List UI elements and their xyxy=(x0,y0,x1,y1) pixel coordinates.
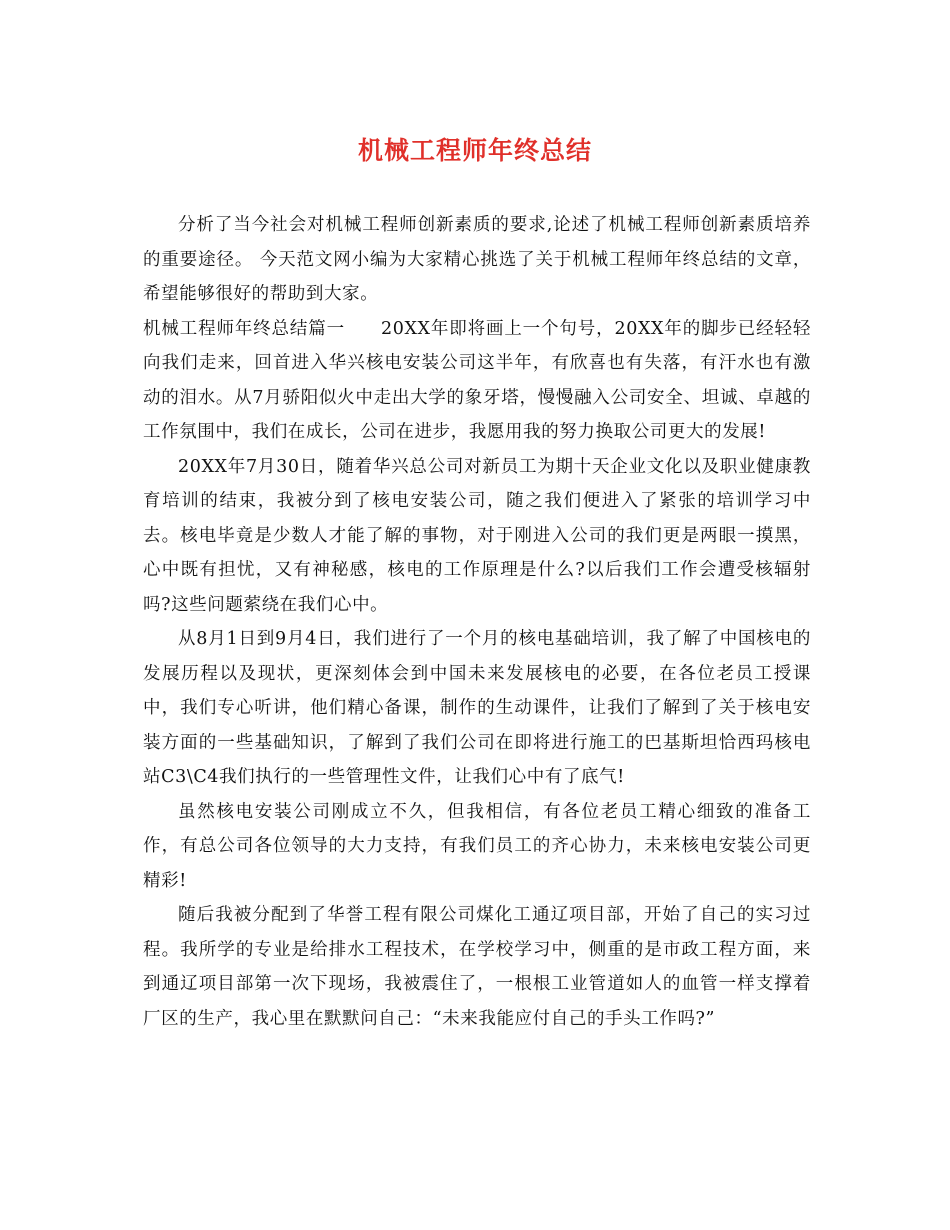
paragraph-training-start: 20XX年7月30日，随着华兴总公司对新员工为期十天企业文化以及职业健康教育培训的结束，我被分到了核电安装公司，随之我们便进入了紧张的培训学习中去。核电毕竟是少数人才能了解的事物，对于刚进入公司的我们更是两眼一摸黑，心中既有担忧，又有神秘感，核电的工作原理是什么?以后我们工作会遭受核辐射吗?这些问题萦绕在我们心中。 xyxy=(143,456,811,615)
document-title: 机械工程师年终总结 xyxy=(357,136,592,165)
document-body xyxy=(143,208,811,1036)
section-heading: 机械工程师年终总结篇一 xyxy=(143,318,346,339)
paragraph-article-one xyxy=(143,312,811,450)
paragraph-internship: 随后我被分配到了华誉工程有限公司煤化工通辽项目部，开始了自己的实习过程。我所学的专业是给排水工程技术，在学校学习中，侧重的是市政工程方面，来到通辽项目部第一次下现场，我被震住了，一根根工业管道如人的血管一样支撑着厂区的生产，我心里在默默问自己：“未来我能应付自己的手头工作吗?” xyxy=(143,905,811,1029)
paragraph-basic-training: 从8月1日到9月4日，我们进行了一个月的核电基础培训，我了解了中国核电的发展历程以及现状，更深刻体会到中国未来发展核电的必要，在各位老员工授课中，我们专心听讲，他们精心备课，制作的生动课件，让我们了解到了关于核电安装方面的一些基础知识，了解到了我们公司在即将进行施工的巴基斯坦恰西玛核电站C3\C4我们执行的一些管理性文件，让我们心中有了底气! xyxy=(143,629,811,787)
paragraph-article-one-text: 20XX年即将画上一个句号，20XX年的脚步已经轻轻向我们走来，回首进入华兴核电安装公司这半年，有欣喜也有失落，有汗水也有激动的泪水。从7月骄阳似火中走出大学的象牙塔，慢慢融入公司安全、坦诚、卓越的工作氛围中，我们在成长，公司在进步，我愿用我的努力换取公司更大的发展! xyxy=(143,318,812,442)
paragraph-intro: 分析了当今社会对机械工程师创新素质的要求,论述了机械工程师创新素质培养的重要途径。 今天范文网小编为大家精心挑选了关于机械工程师年终总结的文章，希望能够很好的帮助到大家。 xyxy=(143,215,811,304)
paragraph-future: 虽然核电安装公司刚成立不久，但我相信，有各位老员工精心细致的准备工作，有总公司各位领导的大力支持，有我们员工的齐心协力，未来核电安装公司更精彩! xyxy=(143,801,811,891)
